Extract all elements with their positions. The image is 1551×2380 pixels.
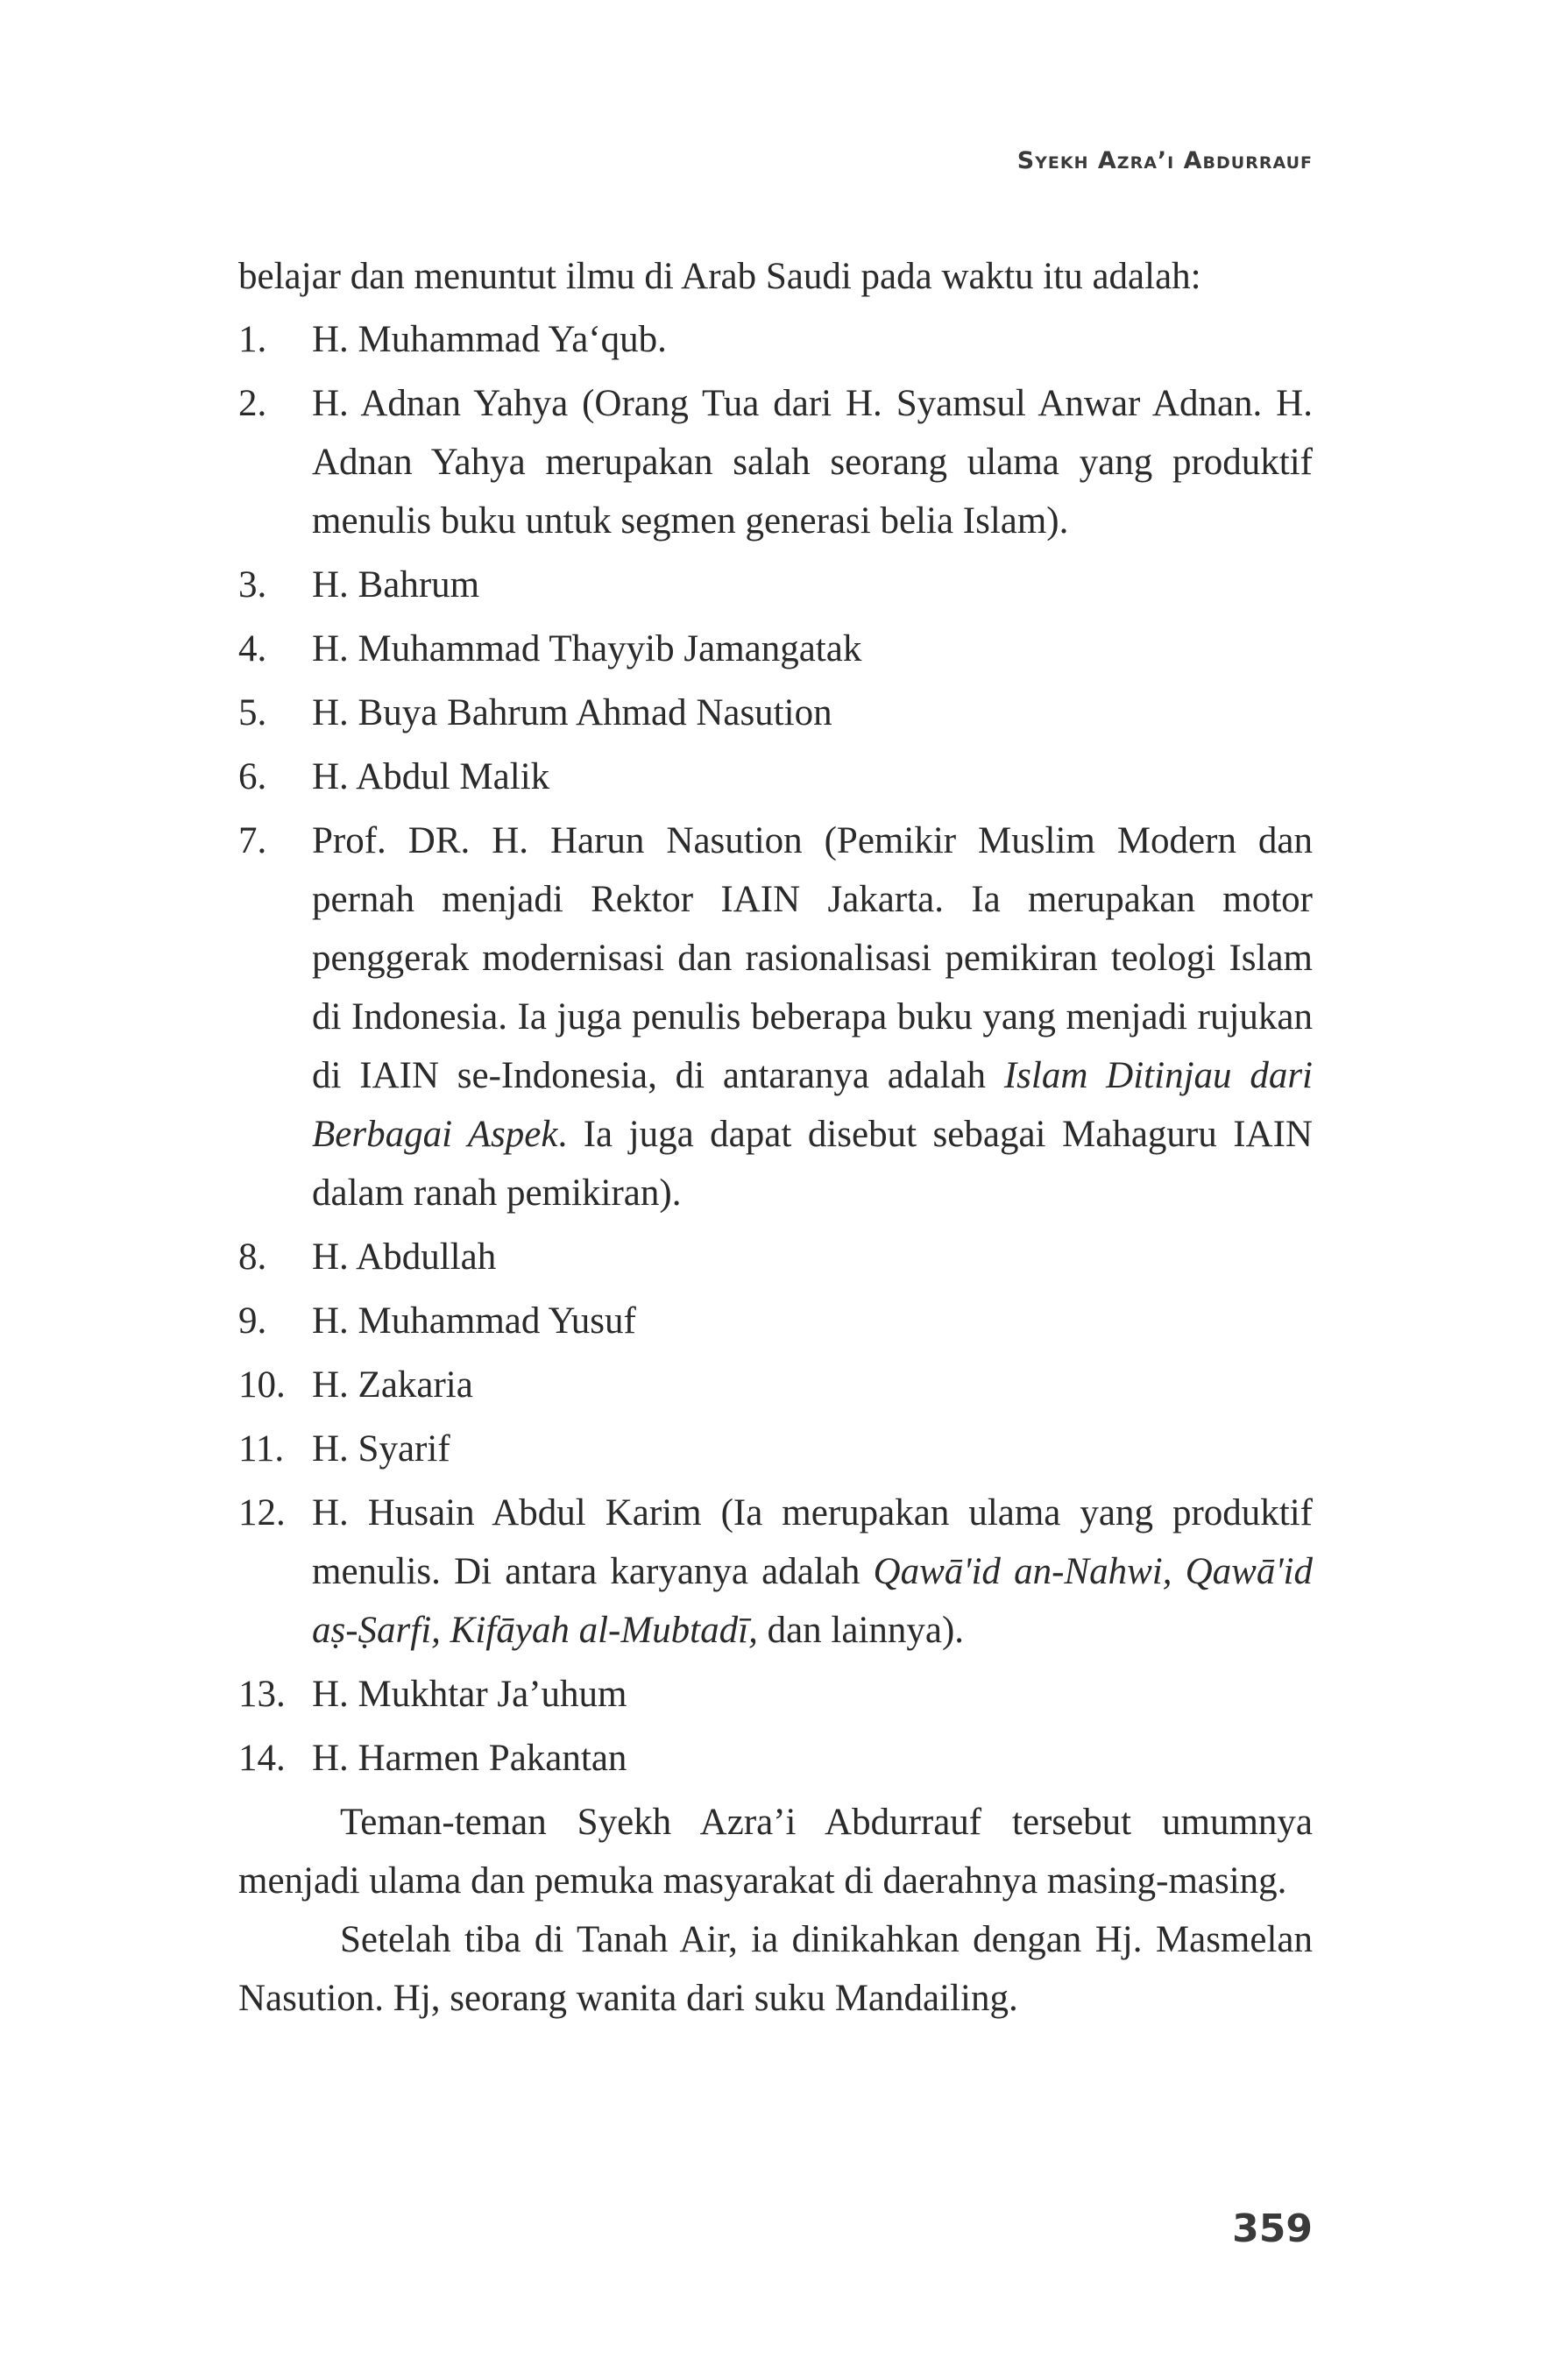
name-list (238, 310, 1313, 1788)
list-item (238, 747, 1313, 806)
list-number: 5. (238, 692, 267, 733)
list-text (312, 1484, 1313, 1660)
list-item (238, 1420, 1313, 1478)
list-item (238, 1292, 1313, 1350)
list-number: 10. (238, 1364, 286, 1406)
list-item (238, 374, 1313, 550)
list-item (238, 1228, 1313, 1286)
list-item (238, 620, 1313, 678)
list-text: H. Bahrum (312, 564, 480, 606)
list-number: 3. (238, 564, 267, 606)
list-number: 2. (238, 383, 267, 424)
list-item (238, 310, 1313, 369)
list-text-part: . Ia juga dapat disebut sebagai Mahaguru IAIN dalam ranah pemikiran). (312, 1114, 1313, 1214)
list-item (238, 556, 1313, 614)
list-text: H. Harmen Pakantan (312, 1738, 627, 1779)
list-number: 7. (238, 820, 267, 861)
list-number: 8. (238, 1236, 267, 1278)
list-text: H. Mukhtar Ja’uhum (312, 1674, 627, 1715)
list-number: 1. (238, 319, 267, 360)
paragraph: Teman-teman Syekh Azra’i Abdurrauf tersebut umumnya menjadi ulama dan pemuka masyarakat di daerahnya masing-masing. (238, 1802, 1313, 1902)
list-text: H. Muhammad Ya‘qub. (312, 319, 667, 360)
page-number: 359 (1232, 2206, 1313, 2251)
page-body (238, 247, 1313, 2028)
list-item (238, 1665, 1313, 1724)
list-text-part: dan lainnya). (757, 1610, 965, 1651)
list-text: H. Syarif (312, 1428, 450, 1470)
list-text (312, 811, 1313, 1222)
list-text: H. Muhammad Thayyib Jamangatak (312, 628, 862, 669)
list-number: 14. (238, 1738, 286, 1779)
list-item (238, 1356, 1313, 1414)
list-item (238, 1729, 1313, 1788)
list-text: H. Buya Bahrum Ahmad Nasution (312, 692, 832, 733)
list-text: H. Muhammad Yusuf (312, 1300, 636, 1342)
list-number: 4. (238, 628, 267, 669)
list-item (238, 811, 1313, 1222)
list-item (238, 684, 1313, 742)
list-text-part: Prof. DR. H. Harun Nasution (Pemikir Muslim Modern dan pernah menjadi Rektor IAIN Jakarta. Ia merupakan motor penggerak modernisasi dan rasionalisasi pemikiran teologi Islam di Indonesia. Ia juga penulis beberapa buku yang menjadi rujukan di IAIN se-Indonesia, di antaranya adalah (312, 820, 1313, 1096)
book-title: Islam Ditinjau dari Berbagai Aspek (312, 1055, 1314, 1155)
intro-line: belajar dan menuntut ilmu di Arab Saudi pada waktu itu adalah: (238, 256, 1201, 297)
book-titles: Qawā'id an-Nahwi, Qawā'id aṣ-Ṣarfi, Kifāyah al-Mubtadī, (312, 1551, 1313, 1651)
list-number: 13. (238, 1674, 286, 1715)
list-number: 12. (238, 1492, 286, 1534)
list-text: H. Adnan Yahya (Orang Tua dari H. Syamsul Anwar Adnan. H. Adnan Yahya merupakan salah seorang ulama yang produktif menulis buku untuk segmen generasi belia Islam). (312, 383, 1313, 542)
list-text-part: H. Husain Abdul Karim (Ia merupakan ulama yang produktif menulis. Di antara karyanya adalah (312, 1492, 1313, 1592)
list-number: 11. (238, 1428, 285, 1470)
list-text: H. Abdullah (312, 1236, 497, 1278)
list-text: H. Abdul Malik (312, 756, 550, 797)
running-head: Syekh Azra’i Abdurrauf (1016, 147, 1313, 174)
list-number: 9. (238, 1300, 267, 1342)
paragraph: Setelah tiba di Tanah Air, ia dinikahkan dengan Hj. Masmelan Nasution. Hj, seorang wanita dari suku Mandailing. (238, 1919, 1313, 2019)
list-item (238, 1484, 1313, 1660)
list-number: 6. (238, 756, 267, 797)
list-text: H. Zakaria (312, 1364, 473, 1406)
